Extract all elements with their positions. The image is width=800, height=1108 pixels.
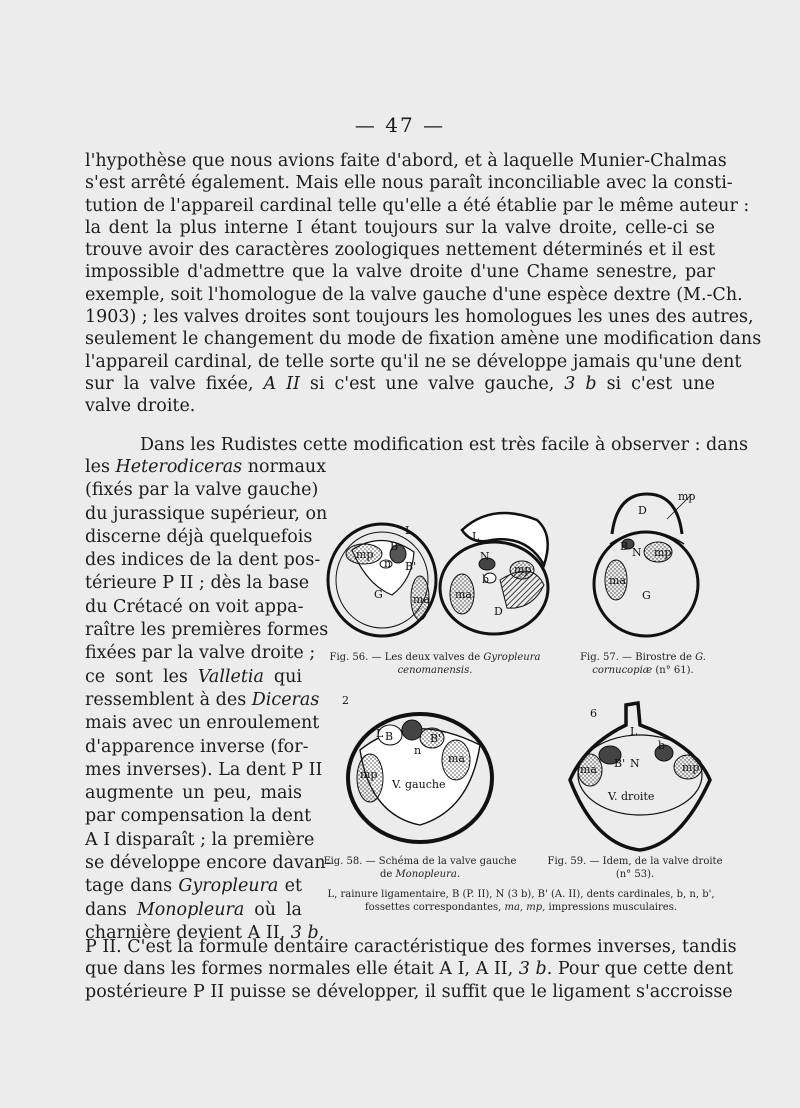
fig56-label-G: G: [374, 588, 383, 601]
text-line: dans Monopleura où la: [85, 899, 302, 920]
fig56-label-b: b: [482, 573, 490, 586]
text-line: tage dans Gyropleura et: [85, 876, 302, 897]
text-line: impossible d'admettre que la valve droite d'une Chame senestre, par: [85, 262, 715, 283]
fig57-label-mp-inner: mp: [654, 546, 672, 559]
text-line: exemple, soit l'homologue de la valve gauche d'une espèce dextre (M.-Ch.: [85, 284, 743, 305]
fig58-label-L: L: [376, 727, 384, 740]
fig57-label-mp: mp: [678, 490, 696, 503]
page-number: — 47 —: [354, 113, 446, 137]
fig56-label-L-right: L: [472, 530, 480, 543]
text-line: l'appareil cardinal, de telle sorte qu'il ne se développe jamais qu'une dent: [85, 351, 742, 372]
fig57-caption: Fig. 57. — Birostre de G. cornucopiæ (n° 61).: [580, 652, 706, 676]
text-line: tution de l'appareil cardinal telle qu'elle a été établie par le même auteur :: [85, 195, 750, 216]
fig56-left-valve: [328, 524, 436, 636]
text-line: mais avec un enroulement: [85, 713, 320, 734]
fig56-label-N: N: [480, 550, 490, 563]
text-line: les Heterodiceras normaux: [85, 457, 327, 477]
fig58-label-Bp: B': [430, 732, 442, 745]
text-line: d'apparence inverse (for-: [85, 736, 309, 757]
text-line: térieure P II ; dès la base: [85, 573, 310, 594]
text-line: charnière devient A II, 3 b,: [85, 922, 325, 943]
fig59-label-N: N: [630, 757, 640, 770]
fig57-label-N: N: [632, 546, 642, 559]
fig58-label-n: n: [414, 744, 422, 757]
fig58-label-ma: ma: [448, 752, 465, 765]
text-line: discerne déjà quelquefois: [85, 526, 313, 547]
text-line: (fixés par la valve gauche): [85, 480, 319, 501]
fig57-label-G: G: [642, 589, 651, 602]
figure-57: [582, 484, 712, 644]
fig58-label-vgauche: V. gauche: [392, 778, 446, 791]
paragraph-2-tail: [85, 936, 737, 1003]
fig56-label-ma: ma: [413, 593, 430, 606]
fig57-label-D: D: [638, 504, 647, 517]
fig56-right-valve: [440, 513, 548, 634]
text-line: fixées par la valve droite ;: [85, 643, 316, 664]
text-line: du jurassique supérieur, on: [85, 503, 328, 524]
fig59-label-L: L: [630, 725, 638, 738]
text-line: du Crétacé on voit appa-: [85, 596, 304, 617]
fig59-label-vdroite: V. droite: [608, 790, 655, 803]
text-line: postérieure P II puisse se développer, il suffit que le ligament s'accroisse: [85, 981, 733, 1002]
text-line: mes inverses). La dent P II: [85, 759, 323, 780]
fig57-label-ma: ma: [609, 574, 626, 587]
text-line: la dent la plus interne I étant toujours sur la valve droite, celle-ci se: [85, 217, 715, 238]
figure-56: [322, 490, 562, 640]
fig56-label-L: L: [405, 524, 413, 537]
fig56-label-D: D: [494, 605, 503, 618]
fig58-label-B: B: [385, 730, 394, 743]
fig56-label-B: B: [390, 540, 399, 553]
text-line: sur la valve fixée, A II si c'est une valve gauche, 3 b si c'est une: [85, 373, 715, 394]
text-line: ce sont les Valletia qui: [85, 666, 302, 687]
fig59-label-mp: mp: [682, 761, 700, 774]
fig59-label-b: b: [658, 739, 666, 752]
text-line: que dans les formes normales elle était A I, A II, 3 b. Pour que cette dent: [85, 959, 734, 980]
fig59-caption: Fig. 59. — Idem, de la valve droite (n° 53).: [547, 856, 723, 880]
text-line: se développe encore davan-: [85, 853, 332, 874]
figure-legend: L, rainure ligamentaire, B (P. II), N (3 b), B' (A. II), dents cardinales, b, n, b', fossettes correspondantes, ma, mp, impressions musculaires.: [327, 889, 715, 913]
fig56-label-mp: mp: [356, 548, 374, 561]
paragraph-2-first-line: [85, 434, 748, 456]
figure-59: [560, 695, 720, 855]
text-line: ressemblent à des Diceras: [85, 689, 320, 710]
fig58-label-mp: mp: [360, 768, 378, 781]
text-line: A I disparaît ; la première: [85, 829, 315, 850]
fig59-number: 6: [590, 707, 597, 720]
text-line: par compensation la dent: [85, 806, 312, 827]
text-line: raître les premières formes: [85, 620, 329, 641]
fig58-number: 2: [342, 694, 349, 707]
paragraph-1: [85, 150, 762, 418]
text-line: augmente un peu, mais: [85, 783, 302, 804]
text-line: P II. C'est la formule dentaire caractéristique des formes inverses, tandis: [85, 937, 737, 957]
fig58-caption: Fig. 58. — Schéma de la valve gauche de Monopleura.: [323, 856, 517, 880]
fig56-label-n: n: [384, 557, 392, 570]
text-line: 1903) ; les valves droites sont toujours les homologues les unes des autres,: [85, 307, 754, 328]
text-line: s'est arrêté également. Mais elle nous paraît inconciliable avec la consti-: [85, 173, 733, 194]
fig56-label-mp-right: mp: [514, 563, 532, 576]
fig59-label-Bp: B': [614, 757, 626, 770]
text-line: valve droite.: [85, 396, 196, 417]
text-line: trouve avoir des caractères zoologiques nettement déterminés et il est: [85, 240, 715, 261]
fig56-label-ma-right: ma: [455, 588, 472, 601]
fig56-label-Bp: B': [405, 560, 417, 573]
text-line: des indices de la dent pos-: [85, 550, 321, 571]
fig59-label-ma: ma: [580, 763, 597, 776]
text-line: Dans les Rudistes cette modification est très facile à observer : dans: [140, 435, 748, 455]
fig57-label-B: B: [620, 540, 629, 553]
text-line: seulement le changement du mode de fixation amène une modification dans: [85, 329, 762, 350]
fig56-caption: Fig. 56. — Les deux valves de Gyropleura cenomanensis.: [329, 652, 541, 676]
text-line: l'hypothèse que nous avions faite d'abord, et à laquelle Munier-Chalmas: [85, 151, 727, 171]
figure-58: [330, 690, 500, 850]
paragraph-2-column: [85, 456, 332, 945]
